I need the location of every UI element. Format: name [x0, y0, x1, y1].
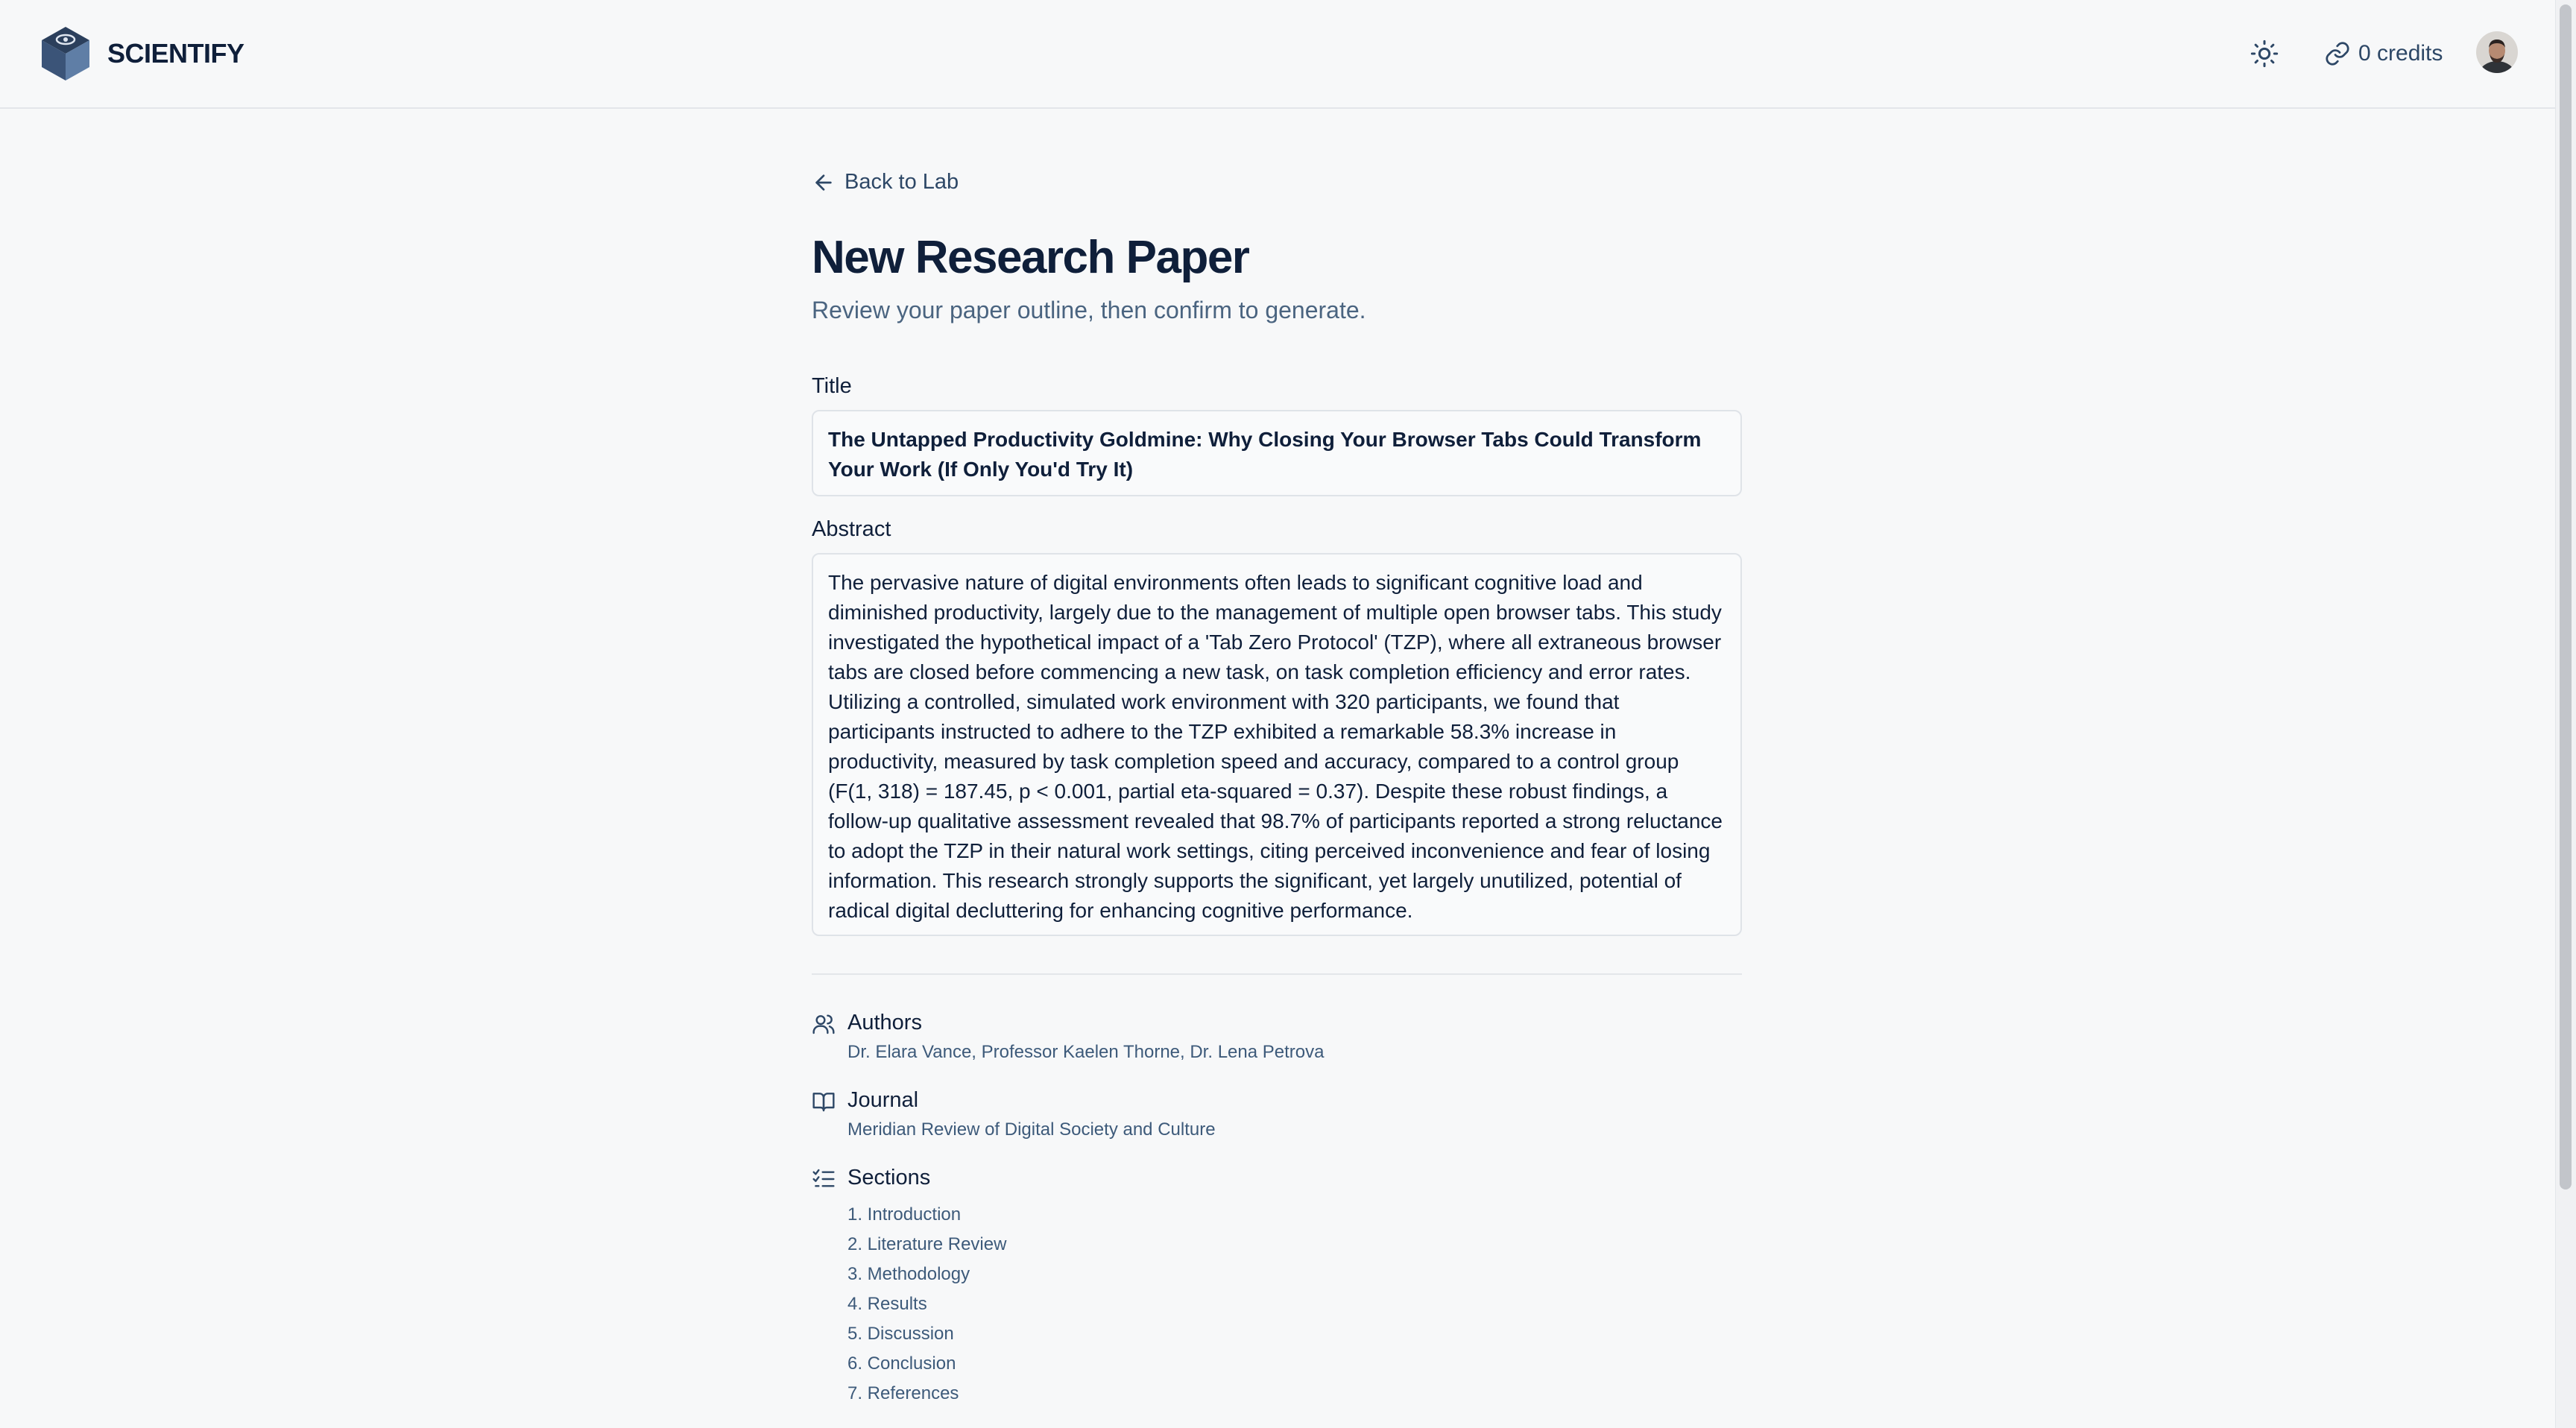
- section-item: 2. Literature Review: [847, 1234, 1007, 1254]
- avatar-image: [2476, 31, 2518, 73]
- credits-label: 0 credits: [2358, 41, 2443, 66]
- section-item: 4. Results: [847, 1294, 927, 1314]
- link-icon: [2324, 40, 2351, 67]
- divider: [812, 973, 1742, 975]
- brand[interactable]: [40, 25, 244, 82]
- title-field[interactable]: The Untapped Productivity Goldmine: Why Closing Your Browser Tabs Could Transform Your Work (If Only You'd Try It): [812, 410, 1742, 496]
- authors-value: Dr. Elara Vance, Professor Kaelen Thorne, Dr. Lena Petrova: [847, 1042, 1325, 1062]
- scrollbar-thumb[interactable]: [2560, 4, 2572, 1190]
- brand-name: SCIENTIFY: [107, 38, 244, 69]
- abstract-field[interactable]: The pervasive nature of digital environments often leads to significant cognitive load and diminished productivity, largely due to the management of multiple open browser tabs. This study investigated the hypothetical impact of a 'Tab Zero Protocol' (TZP), where all extraneous browser tabs are closed before commencing a new task, on task completion efficiency and error rates. Utilizing a controlled, simulated work environment with 320 participants, we found that participants instructed to adhere to the TZP exhibited a remarkable 58.3% increase in productivity, measured by task completion speed and accuracy, compared to a control group (F(1, 318) = 187.45, p < 0.001, partial eta-squared = 0.37). Despite these robust findings, a follow-up qualitative assessment revealed that 98.7% of participants reported a strong reluctance to adopt the TZP in their natural work settings, citing perceived inconvenience and fear of losing information. This research strongly supports the significant, yet largely unutilized, potential of radical digital decluttering for enhancing cognitive performance.: [812, 553, 1742, 936]
- avatar[interactable]: [2476, 31, 2518, 73]
- scrollbar[interactable]: [2555, 0, 2576, 1428]
- section-item: 5. Discussion: [847, 1324, 954, 1344]
- credits-button[interactable]: [2324, 39, 2443, 69]
- page-title: New Research Paper: [812, 232, 1249, 283]
- back-link-label: Back to Lab: [845, 170, 959, 194]
- journal-title: Journal: [847, 1088, 919, 1112]
- back-to-lab-link[interactable]: [812, 170, 959, 195]
- users-icon: [812, 1012, 836, 1036]
- sections-list: [847, 1200, 1006, 1409]
- arrow-left-icon: [812, 171, 836, 195]
- title-label: Title: [812, 374, 852, 398]
- cube-logo-icon: [40, 25, 91, 82]
- sun-icon[interactable]: [2250, 39, 2279, 69]
- abstract-label: Abstract: [812, 517, 891, 541]
- list-checks-icon: [812, 1167, 836, 1191]
- sections-title: Sections: [847, 1166, 931, 1190]
- journal-value: Meridian Review of Digital Society and Culture: [847, 1119, 1216, 1140]
- section-item: 3. Methodology: [847, 1264, 970, 1284]
- page-subtitle: Review your paper outline, then confirm to generate.: [812, 297, 1366, 323]
- section-item: 7. References: [847, 1383, 959, 1403]
- top-bar: [0, 0, 2555, 109]
- section-item: 6. Conclusion: [847, 1353, 956, 1374]
- book-open-icon: [812, 1090, 836, 1113]
- authors-title: Authors: [847, 1011, 922, 1034]
- section-item: 1. Introduction: [847, 1204, 962, 1225]
